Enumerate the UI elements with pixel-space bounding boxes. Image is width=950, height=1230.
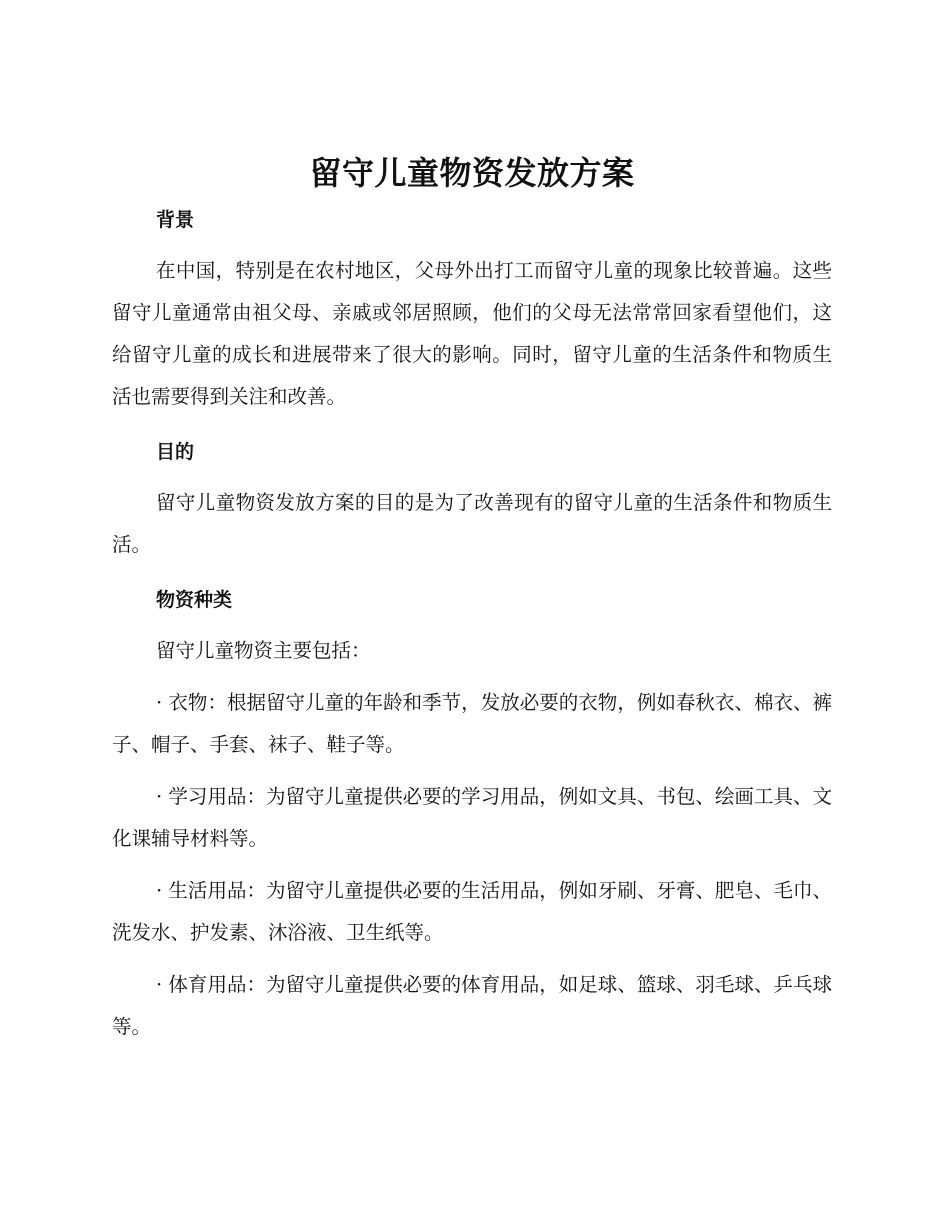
paragraph-background: 在中国，特别是在农村地区，父母外出打工而留守儿童的现象比较普遍。这些留守儿童通常由祖父母、亲戚或邻居照顾，他们的父母无法常常回家看望他们，这给留守儿童的成长和进展带来了很大的影响。同时，留守儿童的生活条件和物质生活也需要得到关注和改善。	[112, 259, 832, 408]
list-item-clothing: · 衣物：根据留守儿童的年龄和季节，发放必要的衣物，例如春秋衣、棉衣、裤子、帽子、手套、袜子、鞋子等。	[112, 691, 832, 756]
section-background	[112, 206, 832, 428]
list-item-daily-necessities: · 生活用品：为留守儿童提供必要的生活用品，例如牙刷、牙膏、肥皂、毛巾、洗发水、护发素、沐浴液、卫生纸等。	[112, 879, 832, 944]
section-purpose	[112, 438, 832, 576]
section-heading-background: 背景	[156, 209, 195, 231]
document-title: 留守儿童物资发放方案	[309, 154, 635, 192]
section-heading-purpose: 目的	[156, 441, 195, 463]
section-supply-types	[112, 586, 832, 1048]
list-item-sports-equipment: · 体育用品：为留守儿童提供必要的体育用品，如足球、篮球、羽毛球、乒乓球等。	[112, 973, 832, 1038]
section-heading-supply-types: 物资种类	[156, 589, 233, 611]
list-item-study-supplies: · 学习用品：为留守儿童提供必要的学习用品，例如文具、书包、绘画工具、文化课辅导材料等。	[112, 785, 832, 850]
paragraph-supply-intro: 留守儿童物资主要包括：	[156, 639, 371, 662]
document-page	[112, 150, 832, 1048]
paragraph-purpose: 留守儿童物资发放方案的目的是为了改善现有的留守儿童的生活条件和物质生活。	[112, 491, 832, 556]
